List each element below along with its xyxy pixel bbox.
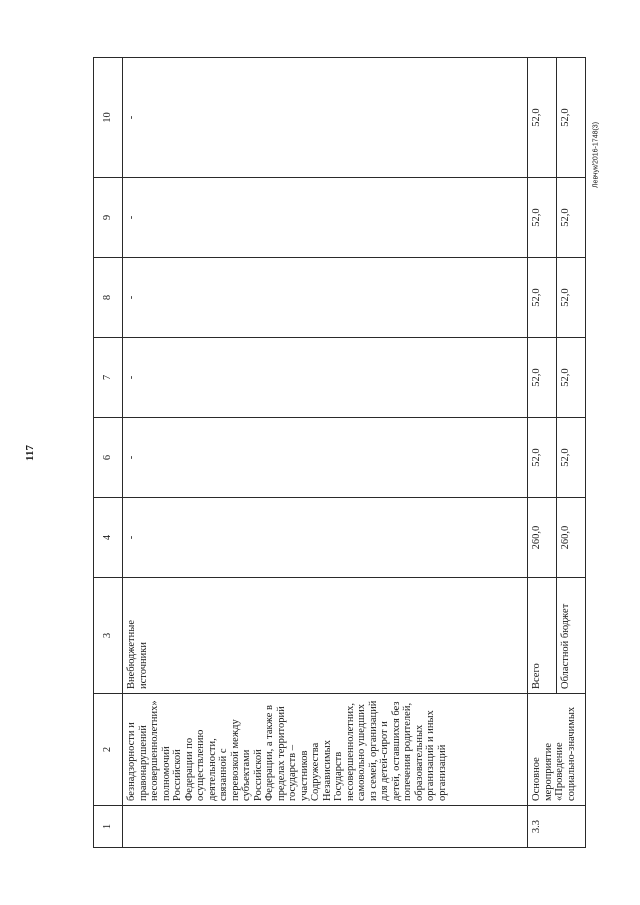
funding-source: Всего: [528, 578, 557, 694]
value-col-6: -: [123, 418, 528, 498]
header-col-8: 8: [94, 258, 123, 338]
table-header-row: [94, 58, 123, 848]
table-row: [528, 58, 557, 848]
value-col-10: 52,0: [557, 58, 586, 178]
value-col-4: 260,0: [557, 498, 586, 578]
value-col-4: -: [123, 498, 528, 578]
row-number: [123, 806, 528, 848]
value-col-10: 52,0: [528, 58, 557, 178]
header-col-3: 3: [94, 578, 123, 694]
table-row: [123, 58, 528, 848]
value-col-7: -: [123, 338, 528, 418]
header-col-10: 10: [94, 58, 123, 178]
value-col-6: 52,0: [528, 418, 557, 498]
row-number: 3.3: [528, 806, 586, 848]
event-name: Основное мероприятие «Проведение социально-значимых: [528, 694, 586, 806]
header-col-6: 6: [94, 418, 123, 498]
budget-table: [93, 57, 586, 848]
value-col-10: -: [123, 58, 528, 178]
funding-source: Областной бюджет: [557, 578, 586, 694]
document-stamp: Левчук/2016-1748(3): [592, 121, 600, 189]
value-col-7: 52,0: [528, 338, 557, 418]
header-col-4: 4: [94, 498, 123, 578]
header-col-2: 2: [94, 694, 123, 806]
value-col-8: 52,0: [528, 258, 557, 338]
header-col-7: 7: [94, 338, 123, 418]
value-col-8: -: [123, 258, 528, 338]
event-name: безнадзорности и правонарушений несовершеннолетних» полномочий Российской Федерации по осуществлению деятельности, связанной с перевозкой между субъектами Российской Федерации, а также в пределах территорий государств – участников Содружества Независимых Государств несовершеннолетних, самовольно ушедших из семей, организаций для детей-сирот и детей, оставшихся без попечения родителей, образовательных организаций и иных организаций: [123, 694, 528, 806]
value-col-9: 52,0: [557, 178, 586, 258]
value-col-6: 52,0: [557, 418, 586, 498]
value-col-7: 52,0: [557, 338, 586, 418]
value-col-9: 52,0: [528, 178, 557, 258]
value-col-8: 52,0: [557, 258, 586, 338]
value-col-4: 260,0: [528, 498, 557, 578]
header-col-1: 1: [94, 806, 123, 848]
funding-source: Внебюджетные источники: [123, 578, 528, 694]
header-col-9: 9: [94, 178, 123, 258]
value-col-9: -: [123, 178, 528, 258]
table-container: [93, 58, 575, 848]
page-number: 117: [24, 445, 36, 461]
